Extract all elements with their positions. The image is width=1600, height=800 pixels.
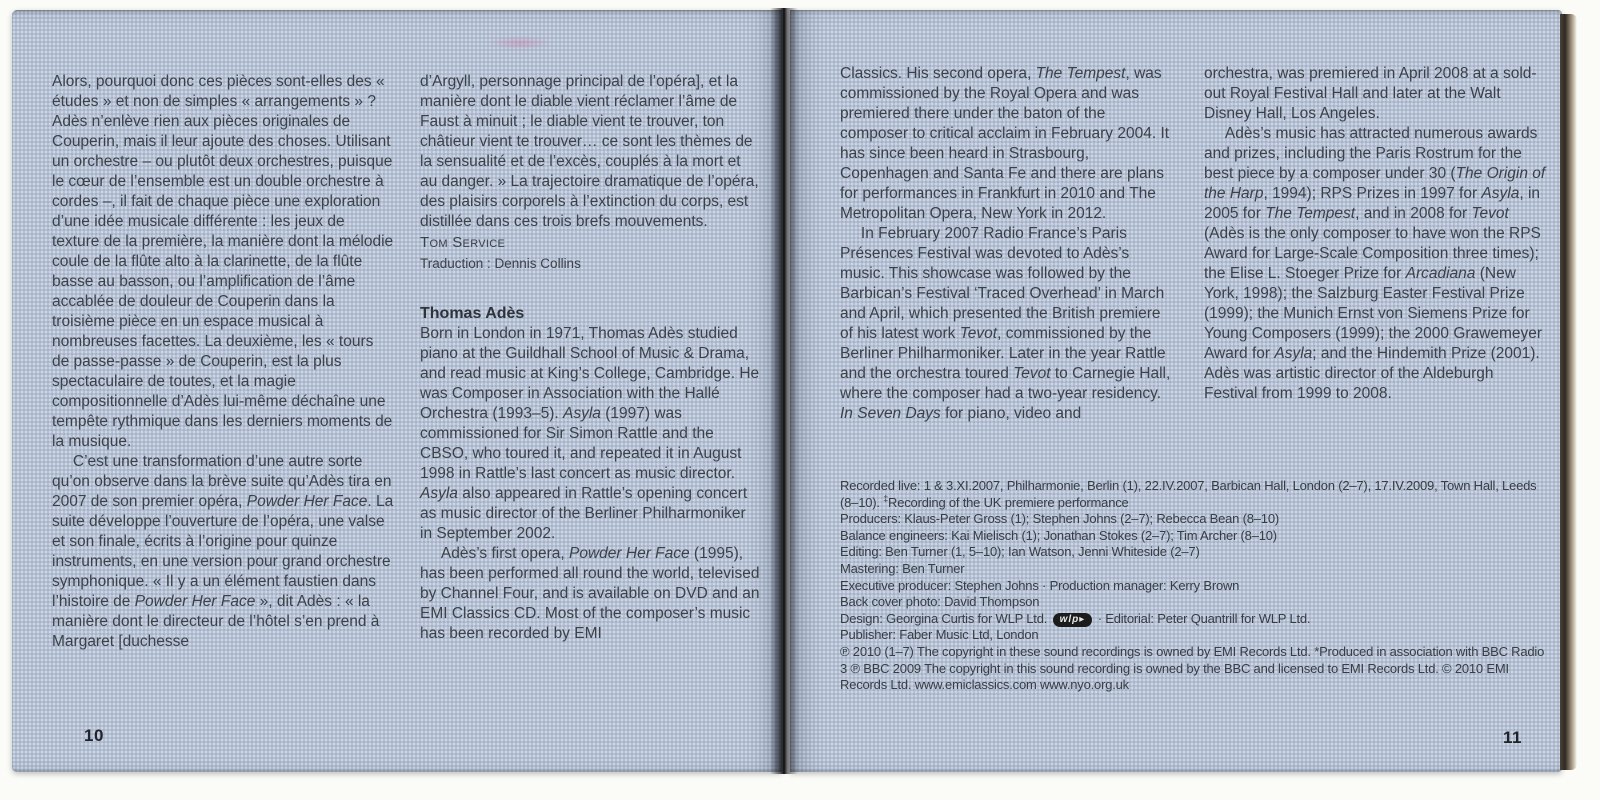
credit-publisher: Publisher: Faber Music Ltd, London <box>840 627 1039 643</box>
paragraph-tempest: Classics. His second opera, The Tempest, was commissioned by the Royal Opera and was premiered there under the baton of the composer to critical acclaim in February 2004. It has since been heard in Strasbourg, Copenhagen and Santa Fe and there are plans for performances in Frankfurt in 2010 and The Metropolitan Opera, New York in 2012. <box>840 65 1170 222</box>
credit-back-cover-photo: Back cover photo: David Thompson <box>840 594 1040 610</box>
credit-producers: Producers: Klaus-Peter Gross (1); Stephen Johns (2–7); Rebecca Bean (8–10) <box>840 511 1279 527</box>
translation-credit: Traduction : Dennis Collins <box>420 256 581 271</box>
credit-recorded-live: Recorded live: 1 & 3.XI.2007, Philharmonie, Berlin (1), 22.IV.2007, Barbican Hall, London (2–7), 17.IV.2009, Town Hall, Leeds (8–10). ‡Recording of the UK premiere performance <box>840 478 1537 510</box>
left-column-1 <box>52 72 394 652</box>
page-edge-strip <box>1560 14 1577 770</box>
paragraph-powder-her-face-fr: C’est une transformation d’une autre sorte qu’on observe dans la brève suite qu’Adès tira en 2007 de son premier opéra, Powder Her Face. La suite développe l’ouverture de l’opéra, une valse et son finale, écrits à l’origine pour quinze instruments, en une version pour grand orchestre symphonique. « Il y a un élément faustien dans l’histoire de Powder Her Face », dit Adès : « la manière dont le directeur de l’hôtel s’en prend à Margaret [duchesse <box>52 453 394 650</box>
scan-smudge-artifact <box>488 36 552 50</box>
credit-mastering: Mastering: Ben Turner <box>840 560 965 576</box>
page-number-left: 10 <box>84 726 104 745</box>
page-left <box>12 10 782 772</box>
paragraph-bio-first-opera: Adès’s first opera, Powder Her Face (1995), has been performed all round the world, televised by Channel Four, and is available on DVD and an EMI Classics CD. Most of the composer’s music has been recorded by EMI <box>420 545 760 642</box>
credit-design-text: Design: Georgina Curtis for WLP Ltd. <box>840 610 1048 626</box>
paragraph-etudes: Alors, pourquoi donc ces pièces sont-elles des « études » et non de simples « arrangements » ? Adès n’enlève rien aux pièces originales de Couperin, mais il leur ajoute des choses. Utilisant un orchestre – ou plutôt deux orchestres, puisque le cœur de l’ensemble est un double orchestre à cordes –, il fait de chaque pièce une exploration d’une idée musicale différente : les jeux de texture de la première, la manière dont la mélodie coule de la flûte alto à la clarinette, de la flûte basse au basson, ou l’amplification de l’âme accablée de douleur de Couperin dans la troisième pièce en un espace musical à nombreuses facettes. La deuxième, les « tours de passe-passe » de Couperin, est la plus spectaculaire de toutes, et la magie compositionnelle d’Adès lui-même déchaîne une tempête rythmique dans les derniers moments de la musique. <box>52 73 394 450</box>
left-column-2 <box>420 72 760 644</box>
page-right <box>790 10 1562 772</box>
credits-block <box>840 478 1546 694</box>
right-column-1 <box>840 64 1176 424</box>
credit-editing: Editing: Ben Turner (1, 5–10); Ian Watson, Jenni Whiteside (2–7) <box>840 544 1200 560</box>
paragraph-bio-born: Born in London in 1971, Thomas Adès studied piano at the Guildhall School of Music & Drama, and read music at King’s College, Cambridge. He was Composer in Association with the Hallé Orchestra (1993–5). Asyla (1997) was commissioned for Sir Simon Rattle and the CBSO, who toured it, and repeated it in August 1998 in Rattle’s last concert as music director. Asyla also appeared in Rattle’s opening concert as music director of the Berliner Philharmoniker in September 2002. <box>420 325 760 542</box>
paragraph-argyll: d’Argyll, personnage principal de l’opéra], et la manière dont le diable vient réclamer l’âme de Faust à minuit ; le diable vient te trouver, ton châtieur vient te trouver… ce sont les thèmes de la sensualité et de l’excès, couplés à la mort et au danger. » La trajectoire dramatique de l’opéra, des plaisirs corporels à l’extinction du corps, est distillée dans ces trois brefs mouvements. <box>420 73 759 230</box>
right-column-2 <box>1204 64 1549 404</box>
author-credit: Tom Service <box>420 234 506 251</box>
credit-design-editorial <box>840 611 1546 628</box>
paragraph-presences: In February 2007 Radio France’s Paris Présences Festival was devoted to Adès’s music. This showcase was followed by the Barbican’s Festival ‘Traced Overhead’ in March and April, which presented the British premiere of his latest work Tevot, commissioned by the Berliner Philharmoniker. Later in the year Rattle and the orchestra toured Tevot to Carnegie Hall, where the composer had a two-year residency. In Seven Days for piano, video and <box>840 225 1171 422</box>
bio-heading: Thomas Adès <box>420 305 525 322</box>
credit-editorial-text: · Editorial: Peter Quantrill for WLP Ltd. <box>1097 610 1311 626</box>
page-number-right: 11 <box>1503 728 1522 747</box>
credit-executive-producer: Executive producer: Stephen Johns · Production manager: Kerry Brown <box>840 577 1240 593</box>
credit-copyright: ℗ 2010 (1–7) The copyright in these sound recordings is owned by EMI Records Ltd. *Produced in association with BBC Radio 3 ℗ BBC 2009 The copyright in this sound recording is owned by the BBC and licensed to EMI Records Ltd. © 2010 EMI Records Ltd. www.emiclassics.com www.nyo.org.uk <box>840 643 1545 693</box>
paragraph-awards: Adès’s music has attracted numerous awards and prizes, including the Paris Rostrum for the best piece by a composer under 30 (The Origin of the Harp, 1994); RPS Prizes in 1997 for Asyla, in 2005 for The Tempest, and in 2008 for Tevot (Adès is the only composer to have won the RPS Award for Large-Scale Composition three times); the Elise L. Stoeger Prize for Arcadiana (New York, 1998); the Salzburg Easter Festival Prize (1999); the Munich Ernst von Siemens Prize for Young Composers (1999); the 2000 Grawemeyer Award for Asyla; and the Hindemith Prize (2001). Adès was artistic director of the Aldeburgh Festival from 1999 to 2008. <box>1204 125 1546 402</box>
wlp-logo: wlp▸ <box>1053 613 1093 627</box>
paragraph-orchestra-premiere: orchestra, was premiered in April 2008 at a sold-out Royal Festival Hall and later at the Walt Disney Hall, Los Angeles. <box>1204 65 1537 122</box>
credit-balance-engineers: Balance engineers: Kai Mielisch (1); Jonathan Stokes (2–7); Tim Archer (8–10) <box>840 527 1277 543</box>
